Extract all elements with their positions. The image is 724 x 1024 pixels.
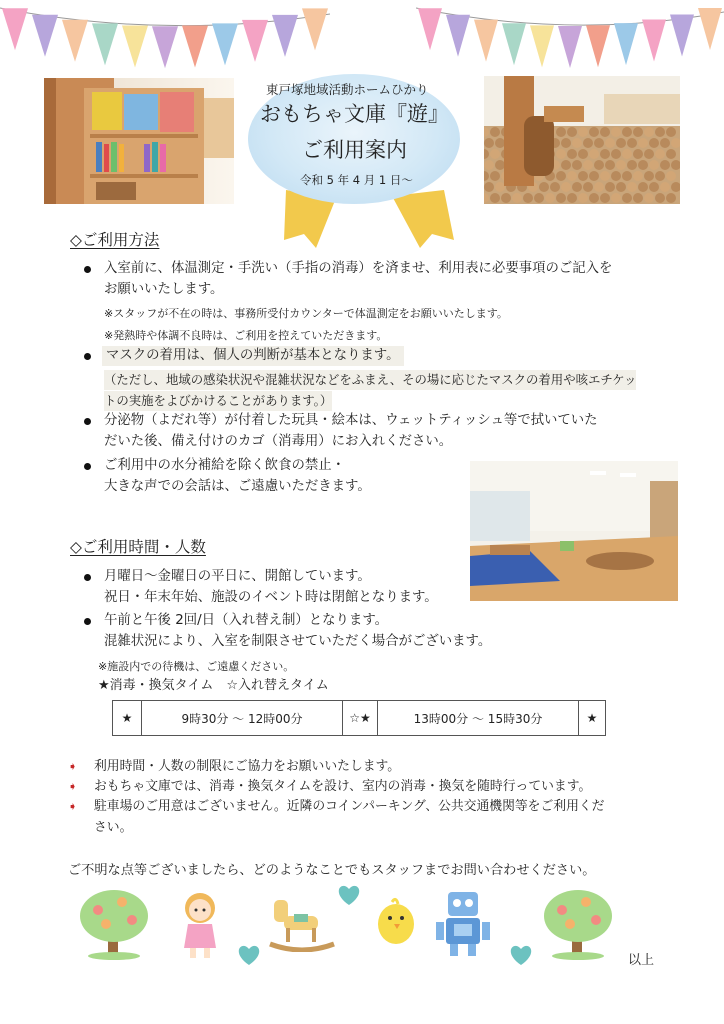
wooden-ball	[616, 182, 626, 192]
usage-b3-line2: だいた後、備え付けのカゴ（消毒用）にお入れください。	[104, 434, 453, 449]
wooden-ball	[655, 193, 665, 203]
wooden-ball	[649, 182, 659, 192]
note-1: 利用時間・人数の制限にご協力をお願いいたします。	[94, 759, 401, 774]
arrow-bullet-icon: ➧	[68, 800, 78, 813]
wooden-ball	[666, 193, 676, 203]
table-cell: ★	[113, 701, 142, 736]
bullet-icon	[84, 418, 91, 425]
usage-b4-line2: 大きな声での会話は、ご遠慮いただきます。	[104, 479, 371, 494]
wooden-ball	[495, 160, 505, 170]
wooden-ball	[622, 149, 632, 159]
wooden-ball	[583, 138, 593, 148]
wooden-ball	[633, 193, 643, 203]
wooden-ball	[556, 127, 566, 137]
wooden-ball	[578, 127, 588, 137]
wooden-ball	[556, 171, 566, 181]
bunting-flag	[642, 19, 666, 61]
bunting-flag	[152, 26, 178, 68]
wooden-ball	[644, 127, 654, 137]
note-3-line1: 駐車場のご用意はございません。近隣のコインパーキング、公共交通機関等をご利用くだ	[94, 799, 605, 814]
bunting-flag	[670, 14, 694, 56]
wooden-ball	[600, 149, 610, 159]
wooden-ball	[578, 193, 588, 203]
wooden-ball	[627, 138, 637, 148]
wooden-ball	[611, 149, 621, 159]
wooden-ball	[578, 149, 588, 159]
bunting-flag	[2, 8, 28, 50]
heart-icon	[236, 944, 262, 966]
wooden-ball	[539, 182, 549, 192]
wooden-ball	[490, 127, 500, 137]
bunting-flag	[586, 25, 610, 67]
wooden-ball	[649, 160, 659, 170]
wooden-ball	[594, 138, 604, 148]
bullet-icon	[84, 618, 91, 625]
wooden-ball	[660, 160, 670, 170]
wooden-ball	[600, 171, 610, 181]
note-3-line2: さい。	[94, 820, 133, 835]
usage-b3-line1: 分泌物（よだれ等）が付着した玩具・絵本は、ウェットティッシュ等で拭いていた	[104, 413, 598, 428]
wooden-ball	[644, 171, 654, 181]
wooden-ball	[567, 127, 577, 137]
wooden-ball	[556, 193, 566, 203]
rocking-horse-illustration	[266, 894, 338, 952]
wooden-ball	[490, 193, 500, 203]
room-photo	[470, 461, 678, 601]
wooden-ball	[644, 149, 654, 159]
wooden-ball	[512, 193, 522, 203]
table-cell: 13時00分 〜 15時30分	[378, 701, 579, 736]
bunting-flag	[446, 15, 470, 57]
wooden-ball	[605, 182, 615, 192]
bunting-flag	[474, 20, 498, 62]
wooden-ball	[556, 149, 566, 159]
time-legend: ★消毒・換気タイム ☆入れ替えタイム	[98, 678, 329, 693]
bunting-flag	[418, 8, 442, 50]
bunting-flag	[698, 8, 722, 50]
bunting-flag	[62, 20, 88, 62]
wooden-ball	[567, 149, 577, 159]
wooden-ball	[490, 149, 500, 159]
wooden-ball	[655, 149, 665, 159]
wooden-ball	[600, 193, 610, 203]
hours-b2-line2: 混雑状況により、入室を制限させていただく場合がございます。	[104, 634, 492, 649]
wooden-ball	[666, 149, 676, 159]
wooden-ball	[605, 138, 615, 148]
usage-b1-line2: お願いいたします。	[104, 282, 224, 297]
wooden-ball	[660, 182, 670, 192]
wooden-ball	[490, 171, 500, 181]
robot-illustration	[434, 888, 492, 958]
wooden-ball	[622, 171, 632, 181]
wooden-ball	[567, 193, 577, 203]
page-title: おもちゃ文庫『遊』	[260, 102, 449, 126]
wooden-ball	[649, 138, 659, 148]
wooden-ball	[484, 138, 494, 148]
hours-b1-line1: 月曜日〜金曜日の平日に、開館しています。	[104, 569, 371, 584]
wooden-ball	[633, 127, 643, 137]
wooden-ball	[605, 160, 615, 170]
bunting-flag	[302, 8, 328, 50]
doll-illustration	[176, 890, 224, 960]
wooden-ball	[660, 138, 670, 148]
wooden-ball	[611, 193, 621, 203]
hours-heading: ◇ご利用時間・人数	[70, 538, 206, 556]
wooden-ball	[589, 149, 599, 159]
bullet-icon	[84, 353, 91, 360]
chick-illustration	[374, 896, 418, 946]
wooden-ball	[622, 127, 632, 137]
wooden-ball	[523, 193, 533, 203]
wooden-ball	[572, 182, 582, 192]
org-name: 東戸塚地域活動ホームひかり	[266, 82, 429, 97]
ribbon-right	[384, 190, 460, 250]
wooden-ball	[600, 127, 610, 137]
wooden-ball	[644, 193, 654, 203]
wooden-ball	[638, 138, 648, 148]
wooden-ball	[666, 127, 676, 137]
wooden-ball	[594, 160, 604, 170]
bunting-flag	[558, 26, 582, 68]
wooden-ball	[583, 160, 593, 170]
wooden-ball	[561, 160, 571, 170]
hours-b1-line2: 祝日・年末年始、施設のイベント時は閉館となります。	[104, 590, 438, 605]
heart-icon	[508, 944, 534, 966]
wooden-ball	[534, 193, 544, 203]
wooden-ball	[561, 138, 571, 148]
tree-right-illustration	[538, 888, 618, 960]
bunting-flag	[242, 20, 268, 62]
wooden-ball	[633, 149, 643, 159]
usage-heading: ◇ご利用方法	[70, 231, 160, 249]
table-cell: ☆★	[343, 701, 378, 736]
usage-b2-line1: マスクの着用は、個人の判断が基本となります。	[102, 346, 404, 366]
wooden-ball	[638, 160, 648, 170]
wooden-ball	[616, 160, 626, 170]
bunting-flag	[32, 15, 58, 57]
bunting-flag	[92, 23, 118, 65]
wooden-ball	[655, 127, 665, 137]
table-cell: 9時30分 〜 12時00分	[142, 701, 343, 736]
usage-b1-line1: 入室前に、体温測定・手洗い（手指の消毒）を済ませ、利用表に必要事項のご記入を	[104, 261, 613, 276]
wooden-ball	[666, 171, 676, 181]
wooden-ball	[594, 182, 604, 192]
wooden-ball	[550, 182, 560, 192]
tree-left-illustration	[74, 888, 154, 960]
wooden-ball	[495, 182, 505, 192]
arrow-bullet-icon: ➧	[68, 760, 78, 773]
schedule-table	[112, 700, 606, 736]
bunting-flag	[502, 23, 526, 65]
bullet-icon	[84, 574, 91, 581]
wooden-ball	[572, 160, 582, 170]
bunting-flag	[614, 23, 638, 65]
wooden-ball	[627, 160, 637, 170]
usage-b2-line3: トの実施をよびかけることがあります。）	[104, 391, 332, 411]
usage-b2-line2: （ただし、地域の感染状況や混雑状況などをふまえ、その場に応じたマスクの着用や咳エチケッ	[104, 370, 636, 390]
wooden-ball	[545, 193, 555, 203]
wooden-ball	[589, 171, 599, 181]
closing-message: ご不明な点等ございましたら、どのようなことでもスタッフまでお問い合わせください。	[68, 863, 596, 878]
wooden-ball	[622, 193, 632, 203]
note-2: おもちゃ文庫では、消毒・換気タイムを設け、室内の消毒・換気を随時行っています。	[94, 779, 592, 794]
wooden-ball	[567, 171, 577, 181]
ballpit-photo	[484, 76, 680, 204]
usage-b1-note1: ※スタッフが不在の時は、事務所受付カウンターで体温測定をお願いいたします。	[104, 307, 508, 320]
end-mark: 以上	[628, 953, 655, 968]
usage-b4-line1: ご利用中の水分補給を除く飲食の禁止・	[104, 458, 346, 473]
wooden-ball	[611, 171, 621, 181]
wooden-ball	[501, 193, 511, 203]
wooden-ball	[633, 171, 643, 181]
bunting-flag	[122, 25, 148, 67]
wooden-ball	[627, 182, 637, 192]
wooden-ball	[484, 182, 494, 192]
hours-b2-line1: 午前と午後 2回/日（入れ替え制）となります。	[104, 613, 389, 628]
bunting-flag	[272, 15, 298, 57]
wooden-ball	[583, 182, 593, 192]
hours-b2-note: ※施設内での待機は、ご遠慮ください。	[98, 660, 295, 673]
usage-b1-note2: ※発熱時や体調不良時は、ご利用を控えていただきます。	[104, 329, 388, 342]
wooden-ball	[655, 171, 665, 181]
wooden-ball	[484, 160, 494, 170]
bunting-flag	[182, 26, 208, 68]
heart-icon	[336, 884, 362, 906]
bunting-right	[416, 0, 724, 70]
wooden-ball	[578, 171, 588, 181]
wooden-ball	[616, 138, 626, 148]
table-row	[113, 701, 606, 736]
wooden-ball	[611, 127, 621, 137]
wooden-ball	[638, 182, 648, 192]
effective-date: 令和 5 年 4 月 1 日〜	[300, 173, 413, 187]
wooden-ball	[589, 193, 599, 203]
wooden-ball	[572, 138, 582, 148]
bunting-left	[0, 0, 330, 70]
bunting-flag	[212, 23, 238, 65]
bullet-icon	[84, 463, 91, 470]
arrow-bullet-icon: ➧	[68, 780, 78, 793]
bookshelf-photo	[44, 78, 234, 204]
page-subtitle: ご利用案内	[302, 138, 407, 162]
bullet-icon	[84, 266, 91, 273]
bunting-flag	[530, 25, 554, 67]
wooden-ball	[589, 127, 599, 137]
table-cell: ★	[579, 701, 606, 736]
wooden-ball	[495, 138, 505, 148]
wooden-ball	[561, 182, 571, 192]
